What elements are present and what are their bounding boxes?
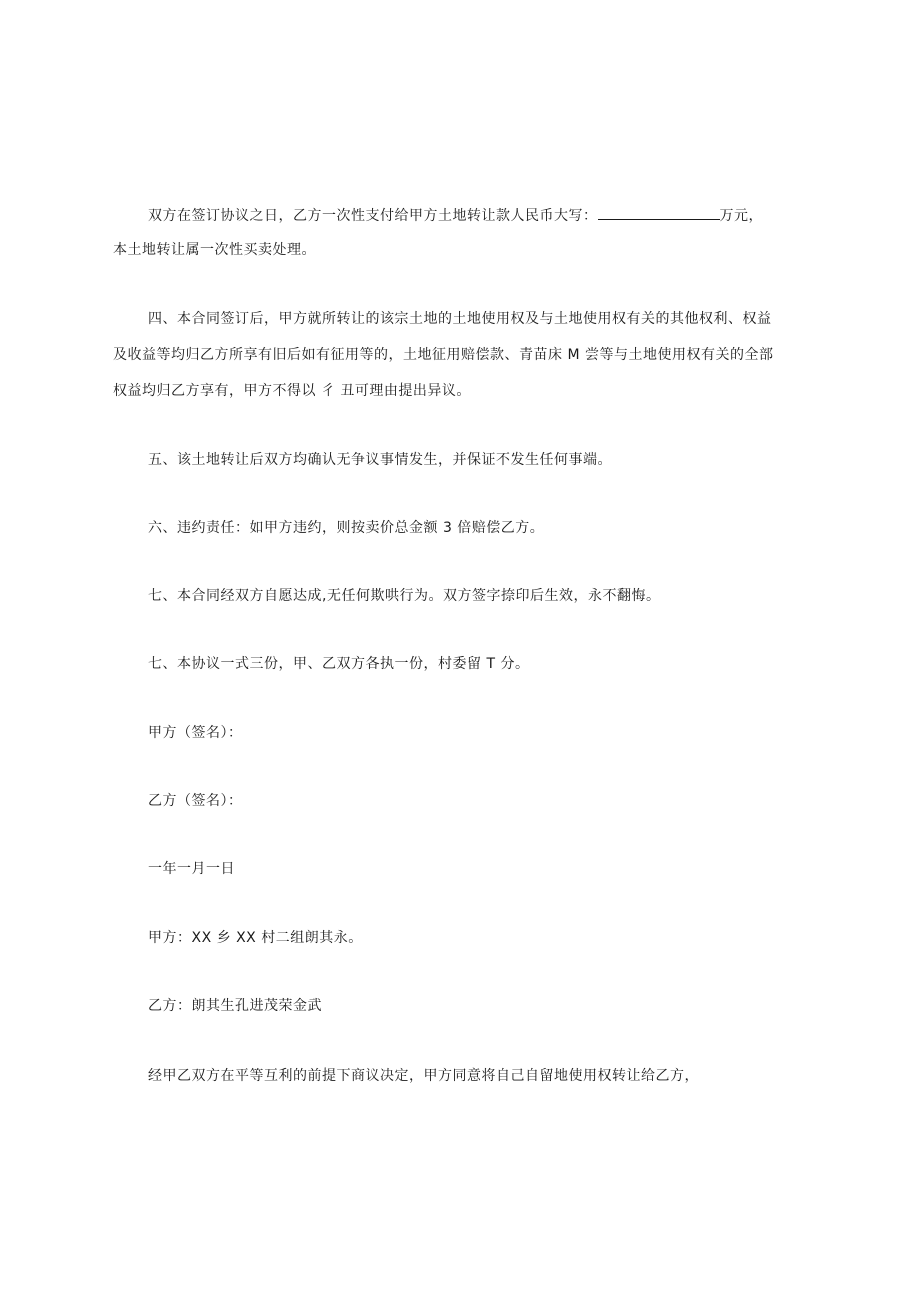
clause-5: 五、该土地转让后双方均确认无争议事情发生，并保证不发生任何事端。 (148, 452, 612, 468)
party-b-signature-line: 乙方（签名）： (148, 793, 243, 809)
payment-paragraph-line-2: 本土地转让属一次性买卖处理。 (113, 242, 316, 258)
payment-text-after-blank: 万元， (719, 208, 763, 224)
clause-4-line-1: 四、本合同签订后，甲方就所转让的该宗土地的土地使用权及与土地使用权有关的其他权利、权益 (148, 311, 772, 327)
payment-paragraph-line-1 (148, 205, 763, 225)
amount-blank-field (598, 205, 720, 220)
payment-text-before-blank: 双方在签订协议之日，乙方一次性支付给甲方土地转让款人民币大写： (148, 208, 598, 224)
clause-6: 六、违约责任：如甲方违约，则按卖价总金额 3 倍赔偿乙方。 (148, 520, 545, 536)
party-a-name: 甲方：XX 乡 XX 村二组朗其永。 (148, 930, 363, 946)
party-a-signature-line: 甲方（签名）： (148, 725, 243, 741)
clause-4-line-3: 权益均归乙方享有，甲方不得以 彳 丑可理由提出异议。 (113, 383, 471, 399)
clause-7b: 七、本协议一式三份，甲、乙双方各执一份，村委留 T 分。 (148, 656, 530, 672)
clause-4-line-2: 及收益等均归乙方所享有旧后如有征用等的，土地征用赔偿款、青苗床 M 尝等与土地使用权有关的全部 (113, 347, 774, 363)
party-b-name: 乙方：朗其生孔进茂荣金武 (148, 998, 322, 1014)
clause-7a: 七、本合同经双方自愿达成,无任何欺哄行为。双方签字捺印后生效，永不翻悔。 (148, 588, 661, 604)
final-paragraph-line: 经甲乙双方在平等互利的前提下商议决定，甲方同意将自己自留地使用权转让给乙方， (148, 1068, 699, 1084)
date-line: 一年一月一日 (148, 861, 235, 877)
